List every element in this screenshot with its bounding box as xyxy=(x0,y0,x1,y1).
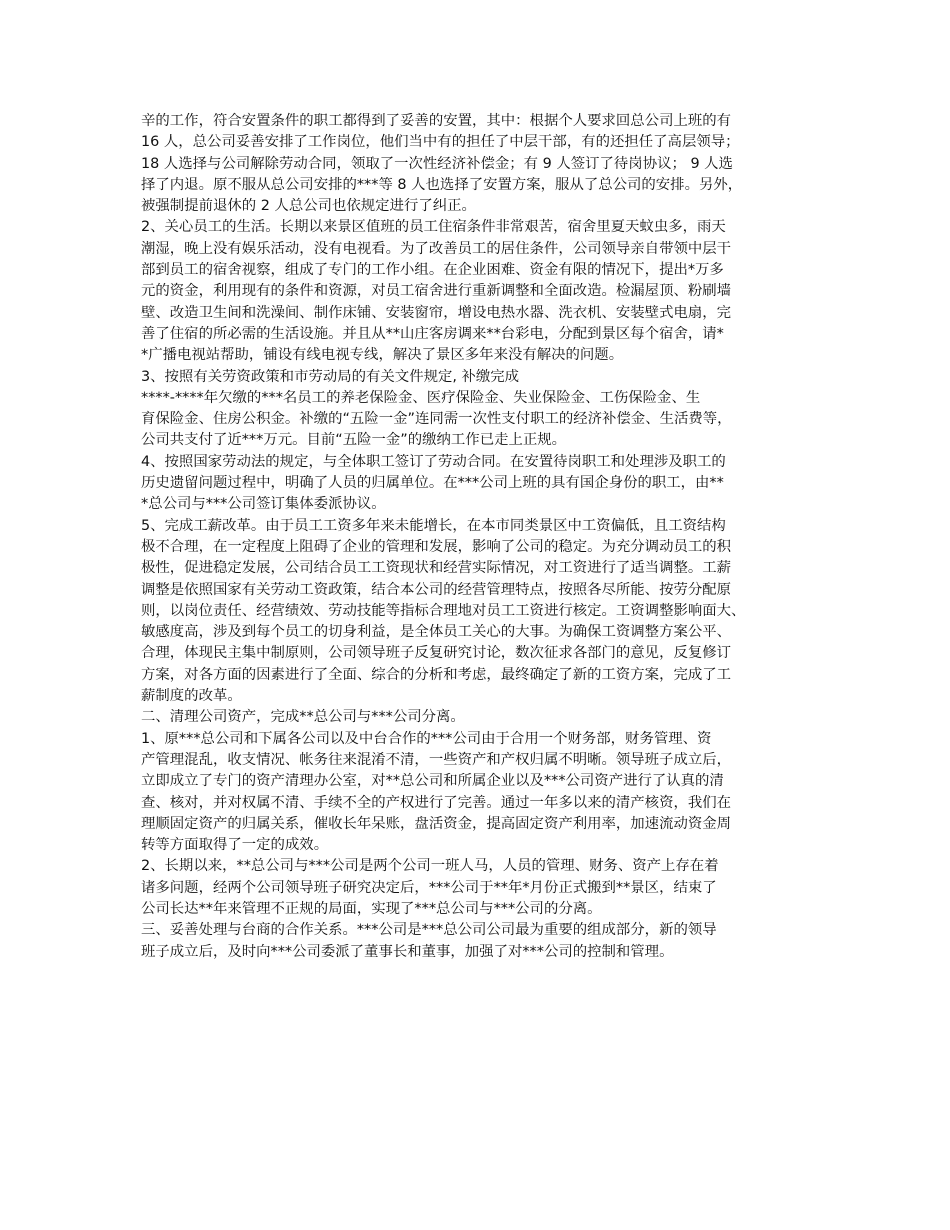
text-line: ****-****年欠缴的***名员工的养老保险金、医疗保险金、失业保险金、工伤保险金、生 xyxy=(141,389,701,406)
text-line: 方案，对各方面的因素进行了全面、综合的分析和考虑，最终确定了新的工资方案，完成了工 xyxy=(141,666,732,683)
text-line: 18 人选择与公司解除劳动合同，领取了一次性经济补偿金；有 9 人签订了待岗协议； 9 人选 xyxy=(141,155,733,172)
text-line: 理顺固定资产的归属关系，催收长年呆账，盘活资金，提高固定资产利用率，加速流动资金周 xyxy=(141,815,732,832)
section-item-3: 3、按照有关劳资政策和市劳动局的有关文件规定, 补缴完成 xyxy=(141,368,520,385)
text-line: 部到员工的宿舍视察，组成了专门的工作小组。在企业困难、资金有限的情况下，提出*万多 xyxy=(141,262,724,279)
text-line: 极性，促进稳定发展，公司结合员工工资现状和经营实际情况，对工资进行了适当调整。工薪 xyxy=(141,560,732,577)
text-line: 敏感度高，涉及到每个员工的切身利益，是全体员工关心的大事。为确保工资调整方案公平、 xyxy=(141,624,732,641)
text-line: 壁、改造卫生间和洗澡间、制作床铺、安装窗帘，增设电热水器、洗衣机、安装壁式电扇，完 xyxy=(141,304,732,321)
text-line: *总公司与***公司签订集体委派协议。 xyxy=(141,496,386,513)
text-line: 薪制度的改革。 xyxy=(141,688,242,705)
text-line: 元的资金，利用现有的条件和资源，对员工宿舍进行重新调整和全面改造。检漏屋顶、粉刷墙 xyxy=(141,283,732,300)
section-item-1: 1、原***总公司和下属各公司以及中台合作的***公司由于合用一个财务部，财务管理、资 xyxy=(141,730,712,747)
text-line: 班子成立后，及时向***公司委派了董事长和董事，加强了对***公司的控制和管理。 xyxy=(141,943,674,960)
text-line: 产管理混乱，收支情况、帐务往来混淆不清，一些资产和产权归属不明晰。领导班子成立后， xyxy=(141,751,732,768)
text-line: 择了内退。原不服从总公司安排的***等 8 人也选择了安置方案，服从了总公司的安排。另外， xyxy=(141,176,743,193)
text-line: 合理，体现民主集中制原则，公司领导班子反复研究讨论，数次征求各部门的意见，反复修订 xyxy=(141,645,732,662)
text-line: 16 人，总公司妥善安排了工作岗位，他们当中有的担任了中层干部，有的还担任了高层领导； xyxy=(141,134,740,151)
text-line: 调整是依照国家有关劳动工资政策，结合本公司的经营管理特点，按照各尽所能、按劳分配原 xyxy=(141,581,732,598)
section-heading-2: 二、清理公司资产，完成**总公司与***公司分离。 xyxy=(141,709,465,726)
section-item-2: 2、关心员工的生活。长期以来景区值班的员工住宿条件非常艰苦，宿舍里夏天蚊虫多，雨天 xyxy=(141,219,726,236)
text-line: 极不合理，在一定程度上阻碍了企业的管理和发展，影响了公司的稳定。为充分调动员工的积 xyxy=(141,538,732,555)
section-item-5: 5、完成工薪改革。由于员工工资多年来未能增长，在本市同类景区中工资偏低，且工资结构 xyxy=(141,517,726,534)
text-line: 公司共支付了近***万元。目前“五险一金”的缴纳工作已走上正规。 xyxy=(141,432,567,449)
text-line: 公司长达**年来管理不正规的局面，实现了***总公司与***公司的分离。 xyxy=(141,900,602,917)
section-item-4: 4、按照国家劳动法的规定，与全体职工签订了劳动合同。在安置待岗职工和处理涉及职工的 xyxy=(141,453,726,470)
text-line: 历史遗留问题过程中，明确了人员的归属单位。在***公司上班的具有国企身份的职工，由** xyxy=(141,475,724,492)
text-line: 则，以岗位责任、经营绩效、劳动技能等指标合理地对员工工资进行核定。工资调整影响面大、 xyxy=(141,602,746,619)
text-line: 诸多问题，经两个公司领导班子研究决定后，***公司于**年*月份正式搬到**景区，结束了 xyxy=(141,879,717,896)
text-line: 潮湿，晚上没有娱乐活动，没有电视看。为了改善员工的居住条件，公司领导亲自带领中层干 xyxy=(141,240,732,257)
text-line: 善了住宿的所必需的生活设施。并且从**山庄客房调来**台彩电，分配到景区每个宿舍，请* xyxy=(141,325,724,342)
text-line: 育保险金、住房公积金。补缴的“五险一金”连同需一次性支付职工的经济补偿金、生活费等， xyxy=(141,411,732,428)
text-line: 转等方面取得了一定的成效。 xyxy=(141,837,329,854)
document-body xyxy=(141,111,813,963)
section-item-2: 2、长期以来，**总公司与***公司是两个公司一班人马，人员的管理、财务、资产上存在着 xyxy=(141,858,719,875)
text-line: 查、核对，并对权属不清、手续不全的产权进行了完善。通过一年多以来的清产核资，我们在 xyxy=(141,794,732,811)
text-line: 被强制提前退休的 2 人总公司也依规定进行了纠正。 xyxy=(141,198,476,215)
text-line: *广播电视站帮助，铺设有线电视专线，解决了景区多年来没有解决的问题。 xyxy=(141,347,624,364)
text-line: 辛的工作，符合安置条件的职工都得到了妥善的安置，其中：根据个人要求回总公司上班的有 xyxy=(141,113,732,129)
text-line: 立即成立了专门的资产清理办公室，对**总公司和所属企业以及***公司资产进行了认真的清 xyxy=(141,773,724,790)
section-heading-3: 三、妥善处理与台商的合作关系。***公司是***总公司公司最为重要的组成部分，新的领导 xyxy=(141,922,717,939)
